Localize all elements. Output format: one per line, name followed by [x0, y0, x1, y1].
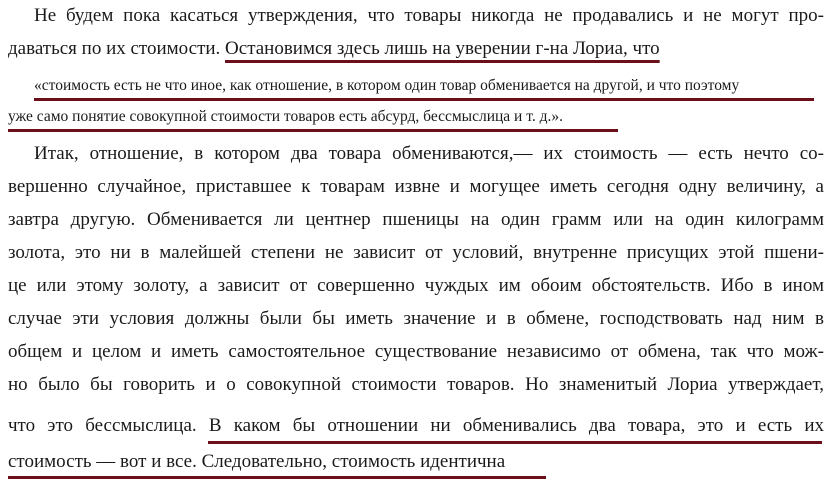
highlight-underline-4: [8, 476, 546, 479]
paragraph-2-line-8: но было бы говорить и о совокупной стоимости товаров. Но знаменитый Лориа утверждает,: [8, 374, 824, 395]
highlighted-passage: Остановимся здесь лишь на уверении г-на Лориа, что: [225, 38, 660, 59]
quote-line-1: «стоимость есть не что иное, как отношение, в котором один товар обменивается на другой, и что поэтому: [34, 77, 740, 94]
paragraph-2-line-9: [8, 415, 824, 437]
paragraph-1-line-2-plain: даваться по их стоимости.: [8, 38, 226, 59]
paragraph-2-line-10: стоимость — вот и все. Следовательно, стоимость идентична: [8, 451, 506, 472]
paragraph-1-line-2: [8, 38, 824, 60]
paragraph-2-line-3: завтра другую. Обменивается ли центнер пшеницы на один грамм или на один килограмм: [8, 209, 824, 230]
paragraph-2-line-4: золота, это ни в малейшей степени не зависит от условий, внутренне присущих этой пшени-: [8, 242, 824, 263]
highlighted-passage-2: В каком бы отношении ни обменивались два товара, это и есть их: [208, 415, 825, 436]
paragraph-2-line-7: общем и целом и иметь самостоятельное существование независимо от обмена, так что мож-: [8, 341, 824, 362]
paragraph-2-line-6: случае эти условия должны были бы иметь значение и в обмене, господствовать над ним в: [8, 308, 824, 329]
quote-line-2: уже само понятие совокупной стоимости товаров есть абсурд, бессмыслица и т. д.».: [8, 108, 563, 125]
highlight-underline-3: [208, 441, 822, 444]
paragraph-2-line-5: це или этому золоту, а зависит от совершенно чуждых им обоим обстоятельств. Ибо в ином: [8, 275, 824, 296]
paragraph-1-line-1: Не будем пока касаться утверждения, что товары никогда не продавались и не могут про-: [34, 5, 824, 26]
paragraph-2-line-9-plain: что это бессмыслица.: [8, 415, 209, 436]
paragraph-2-line-1: Итак, отношение, в котором два товара обмениваются,— их стоимость — есть нечто со-: [34, 143, 824, 164]
quote-underline-2: [8, 129, 618, 132]
paragraph-2-line-2: вершенно случайное, приставшее к товарам извне и могущее иметь сегодня одну величину, а: [8, 176, 824, 197]
quote-underline-1: [34, 98, 814, 101]
